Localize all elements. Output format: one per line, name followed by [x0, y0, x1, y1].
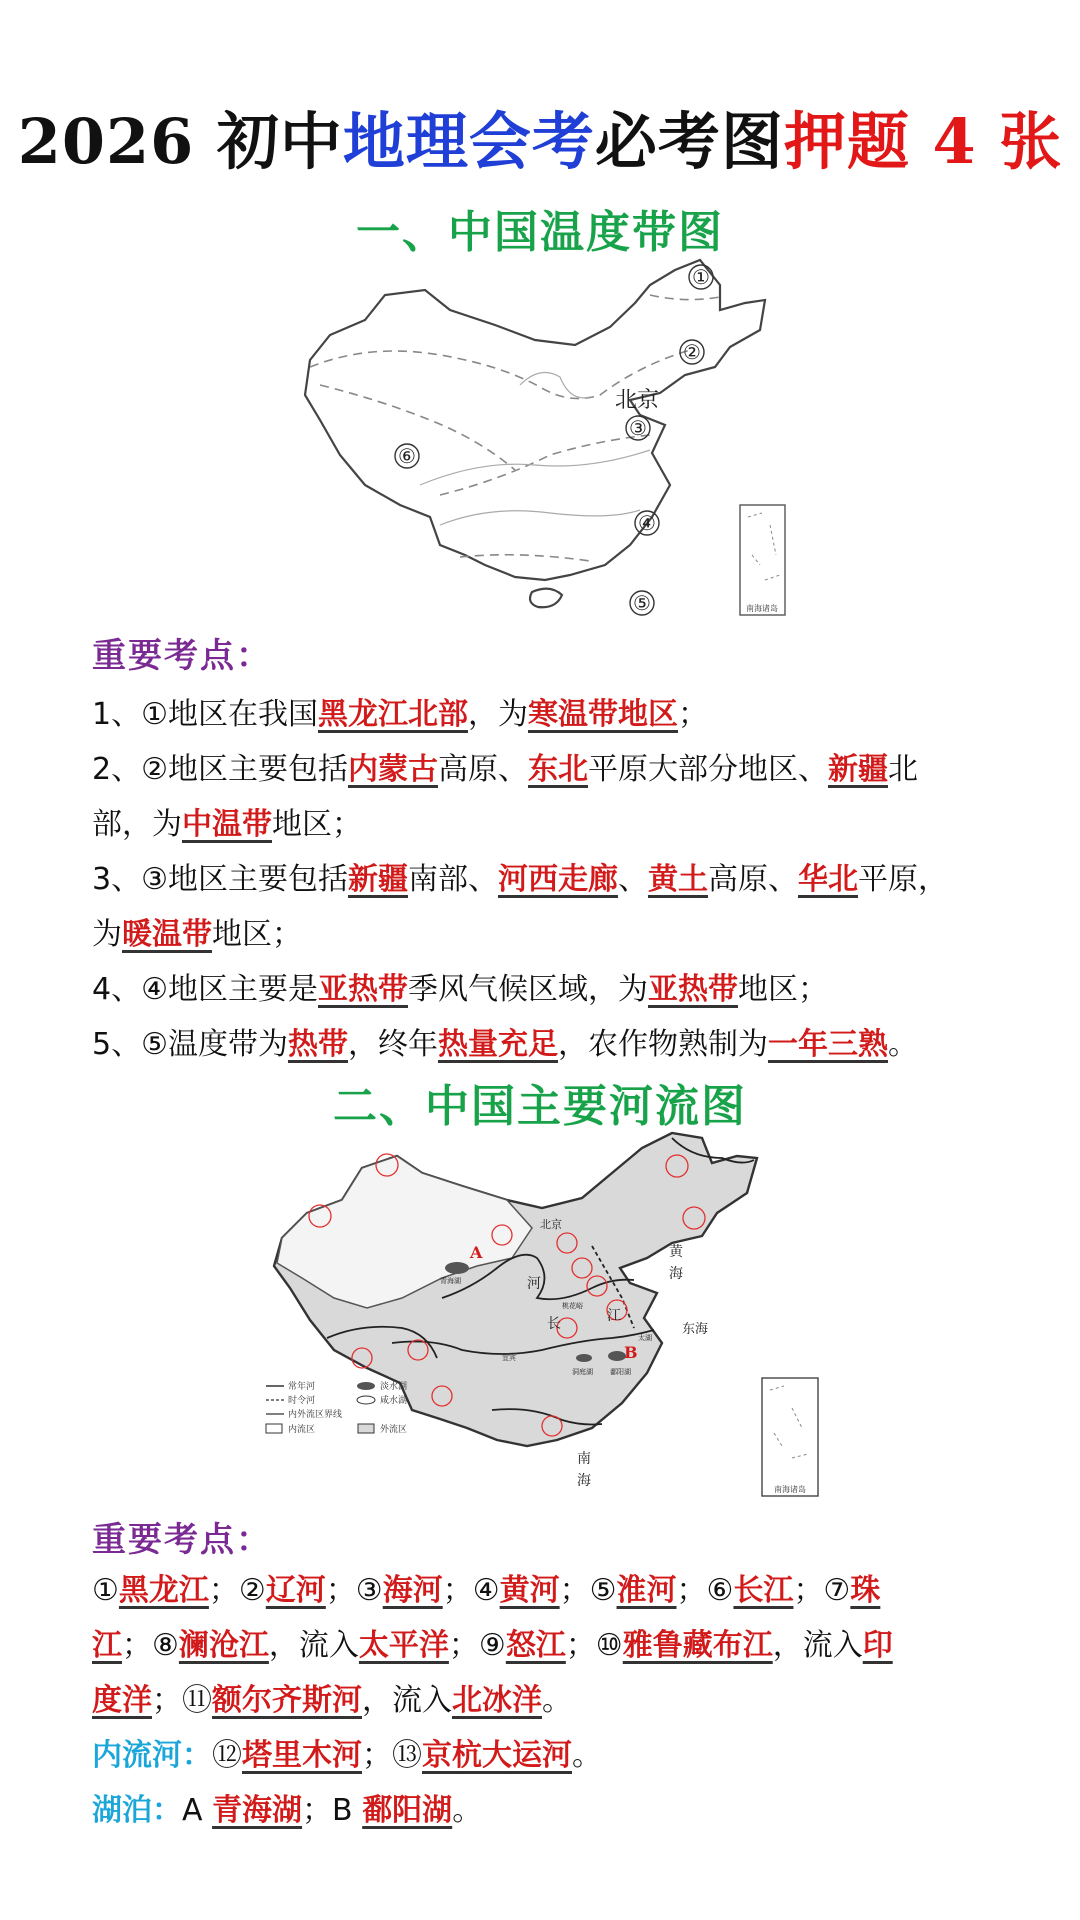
point-2-cont-text: 部，为 [92, 807, 182, 842]
china-outline [305, 260, 765, 580]
inland-river-label: 内流河： [92, 1738, 212, 1773]
r2-yin: 印 [862, 1628, 893, 1663]
map2-label-qinghai-lake: 青海湖 [440, 1277, 461, 1285]
point-1-key-a: 黑龙江北部 [317, 697, 468, 732]
map2-label-A: A [470, 1243, 483, 1262]
key-points-title-1: 重要考点： [92, 636, 272, 676]
r3-duyang: 度洋 [92, 1683, 152, 1718]
point-2-end: 北 [887, 752, 918, 787]
point-3-key-b: 河西走廊 [497, 862, 618, 897]
r1-changjiang: 长江 [733, 1573, 794, 1608]
river-line-3 [520, 373, 590, 398]
zone-boundary-subtropic [440, 435, 650, 495]
page-title [0, 92, 1080, 181]
section2-title: 二、中国主要河流图 [333, 1081, 747, 1132]
title-part-subject: 地理会考 [342, 105, 595, 178]
point-1-text-2: ，为 [467, 697, 528, 732]
qinghai-lake-shape [445, 1262, 469, 1274]
r1-zhu: 珠 [850, 1573, 881, 1608]
map2-label-dongting: 洞庭湖 [572, 1368, 593, 1376]
point-4-end: 地区； [737, 972, 828, 1007]
zone-boundary-cold [650, 295, 720, 300]
legend-seasonal: 时令河 [288, 1396, 316, 1406]
r1-liaohe: 辽河 [265, 1573, 326, 1608]
point-3-key-e: 暖温带 [122, 917, 212, 952]
title-part-count: 押题 4 张 [783, 105, 1063, 178]
point-3-key-c: 黄土 [647, 862, 708, 897]
point-2-key-b: 东北 [527, 752, 588, 787]
map2-label-B: B [624, 1343, 638, 1362]
map2-label-beijing: 北京 [540, 1218, 562, 1231]
r5-qinghai: 青海湖 [212, 1793, 303, 1828]
lakes-line [92, 1783, 1002, 1838]
map1-label-6: ⑥ [398, 444, 416, 468]
map2-label-river-he: 河 [527, 1276, 541, 1292]
r1-haihe: 海河 [382, 1573, 443, 1608]
map2-label-south-1: 南 [577, 1451, 591, 1467]
map2-label-jiang: 江 [607, 1308, 621, 1324]
point-3-cont-text: 为 [92, 917, 122, 952]
r4-grand-canal: 京杭大运河 [422, 1738, 572, 1773]
point-4-text: 4、④地区主要是 [92, 972, 318, 1007]
point-5-key-a: 热带 [287, 1027, 348, 1062]
zone-boundary-warm [320, 385, 515, 470]
r2-nujiang: 怒江 [505, 1628, 566, 1663]
r3-irtysh: 额尔齐斯河 [212, 1683, 362, 1718]
point-5-key-c: 一年三熟 [767, 1027, 888, 1062]
r2-d: ，流入 [268, 1628, 359, 1663]
legend-salt-lake: 咸水湖 [380, 1396, 408, 1406]
inset-label-2: 南海诸岛 [774, 1485, 806, 1494]
r3-f: 。 [542, 1683, 572, 1718]
section1-title: 一、中国温度带图 [356, 207, 724, 258]
map2-label-yibin: 宜宾 [502, 1354, 516, 1362]
temperature-zone-map [290, 255, 790, 620]
point-3-key-a: 新疆 [347, 862, 408, 897]
r2-lancang: 澜沧江 [178, 1628, 269, 1663]
dongting-lake-shape [576, 1354, 592, 1362]
r3-d: ，流入 [362, 1683, 452, 1718]
r2-b: ；⑧ [122, 1628, 179, 1663]
point-5-text: 5、⑤温度带为 [92, 1027, 288, 1062]
title-part-maps: 必考图 [594, 105, 784, 178]
legend-inland: 内流区 [288, 1425, 316, 1435]
point-5-text-3: ，农作物熟制为 [557, 1027, 768, 1062]
r2-j: ，流入 [772, 1628, 863, 1663]
r2-jiang: 江 [92, 1628, 122, 1663]
point-3-cont-end: 地区； [212, 917, 302, 952]
r1-huaihe: 淮河 [616, 1573, 677, 1608]
river-line-1 [420, 450, 650, 485]
point-2-key-d: 中温带 [182, 807, 272, 842]
point-1-key-b: 寒温带地区 [527, 697, 678, 732]
section2-points [92, 1563, 1002, 1838]
river-line-2 [440, 510, 640, 525]
r3-arctic: 北冰洋 [452, 1683, 542, 1718]
r1-k: ；⑥ [676, 1573, 734, 1608]
map2-label-poyang: 鄱阳湖 [610, 1368, 631, 1376]
point-2-cont [92, 797, 1002, 852]
legend-fresh-lake: 淡水湖 [380, 1382, 408, 1392]
point-4-key-b: 亚热带 [647, 972, 738, 1007]
point-3-text-4: 高原、 [707, 862, 798, 897]
r1-huanghe: 黄河 [499, 1573, 560, 1608]
point-5-end: 。 [887, 1027, 918, 1062]
point-1-end: ； [677, 697, 708, 732]
point-4 [92, 962, 1002, 1017]
point-3 [92, 852, 1002, 907]
lakes-label: 湖泊： [92, 1793, 182, 1828]
legend-outflow: 外流区 [380, 1425, 408, 1435]
map1-label-4: ④ [638, 511, 656, 535]
r1-g: ；④ [442, 1573, 500, 1608]
r1-e: ；③ [325, 1573, 383, 1608]
point-3-text-3: 、 [617, 862, 648, 897]
point-2-key-a: 内蒙古 [347, 752, 438, 787]
r5-c: ；B [302, 1793, 363, 1828]
r4-e: 。 [572, 1738, 602, 1773]
title-part-year: 2026 初中 [17, 105, 343, 178]
point-5-key-b: 热量充足 [437, 1027, 558, 1062]
map2-label-yellow-sea-1: 黄 [669, 1244, 683, 1260]
r5-poyang: 鄱阳湖 [362, 1793, 453, 1828]
point-3-end: 平原， [857, 862, 948, 897]
r5-e: 。 [452, 1793, 483, 1828]
map2-label-chang: 长 [547, 1316, 561, 1332]
river-map [262, 1128, 822, 1500]
point-2-text-2: 高原、 [437, 752, 528, 787]
map1-label-2: ② [683, 340, 701, 364]
r2-pacific: 太平洋 [358, 1628, 449, 1663]
point-4-key-a: 亚热带 [317, 972, 408, 1007]
point-3-key-d: 华北 [797, 862, 858, 897]
r3-b: ；⑪ [152, 1683, 212, 1718]
key-points-title-2: 重要考点： [92, 1520, 272, 1560]
map2-label-east-sea: 东海 [682, 1322, 709, 1337]
river-line-3 [92, 1673, 1002, 1728]
map2-label-taohuayu: 桃花峪 [562, 1302, 583, 1310]
r4-a: ⑫ [212, 1738, 242, 1773]
map1-label-3: ③ [629, 416, 647, 440]
r1-i: ；⑤ [559, 1573, 617, 1608]
map1-label-1: ① [692, 265, 710, 289]
point-5-text-2: ，终年 [347, 1027, 438, 1062]
r1-heilongjiang: 黑龙江 [118, 1573, 209, 1608]
river-line-1 [92, 1563, 1002, 1618]
point-5 [92, 1017, 1002, 1072]
point-2-text: 2、②地区主要包括 [92, 752, 348, 787]
r4-tarim: 塔里木河 [242, 1738, 362, 1773]
inset-label-1: 南海诸岛 [746, 604, 778, 613]
hainan [530, 589, 562, 608]
point-3-text-2: 南部、 [407, 862, 498, 897]
map1-label-beijing: 北京 [614, 388, 660, 413]
r1-a: ① [92, 1573, 119, 1608]
r2-h: ；⑩ [565, 1628, 623, 1663]
map2-legend [266, 1380, 407, 1435]
south-sea-inset-1 [740, 505, 785, 615]
point-2 [92, 742, 1002, 797]
legend-perennial: 常年河 [288, 1382, 316, 1392]
map2-label-south-2: 海 [577, 1473, 591, 1489]
map2-label-yellow-sea-2: 海 [669, 1266, 683, 1282]
r1-m: ；⑦ [793, 1573, 851, 1608]
point-2-cont-end: 地区； [272, 807, 362, 842]
point-1-text: 1、①地区在我国 [92, 697, 318, 732]
r2-yarlung: 雅鲁藏布江 [622, 1628, 773, 1663]
point-2-text-3: 平原大部分地区、 [587, 752, 828, 787]
r1-c: ；② [208, 1573, 266, 1608]
point-3-text: 3、③地区主要包括 [92, 862, 348, 897]
inland-river-line [92, 1728, 1002, 1783]
point-2-key-c: 新疆 [827, 752, 888, 787]
map2-label-taihu: 太湖 [638, 1334, 652, 1342]
map1-label-5: ⑤ [633, 591, 651, 615]
r5-a: A [182, 1793, 213, 1828]
point-4-text-2: 季风气候区域，为 [407, 972, 648, 1007]
point-3-cont [92, 907, 1002, 962]
legend-boundary: 内外流区界线 [288, 1410, 343, 1420]
south-sea-inset-2 [762, 1378, 818, 1496]
r2-f: ；⑨ [448, 1628, 506, 1663]
river-line-2 [92, 1618, 1002, 1673]
zone-boundary-tropic [460, 555, 590, 561]
r4-c: ；⑬ [362, 1738, 422, 1773]
section1-points [92, 687, 1002, 1072]
point-1 [92, 687, 1002, 742]
